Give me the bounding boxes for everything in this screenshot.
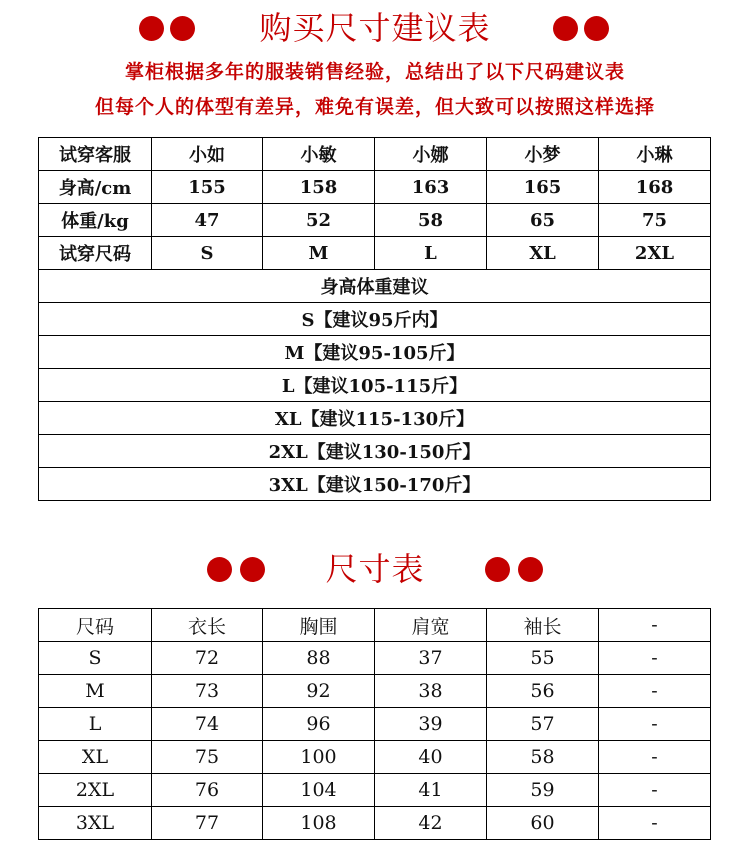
table-cell: 57 (487, 708, 599, 741)
fit-recommendation-table (38, 137, 711, 501)
table-row (39, 708, 711, 741)
table-cell: 小如 (152, 138, 263, 171)
purchase-size-heading (0, 2, 750, 54)
red-dot-icon (518, 557, 543, 582)
table-row (39, 138, 711, 171)
row-label: 试穿尺码 (39, 237, 152, 270)
table-cell: 小敏 (263, 138, 375, 171)
table-cell: 72 (152, 642, 263, 675)
table-cell: 88 (263, 642, 375, 675)
table-cell: 39 (375, 708, 487, 741)
column-header: - (599, 609, 711, 642)
page-title: 购买尺寸建议表 (259, 9, 491, 47)
row-label: 体重/kg (39, 204, 152, 237)
table-cell: 77 (152, 807, 263, 840)
recommendation-header: 身高体重建议 (39, 270, 711, 303)
table-cell: 165 (487, 171, 599, 204)
column-header: 袖长 (487, 609, 599, 642)
table-cell: 41 (375, 774, 487, 807)
table-cell: 小琳 (599, 138, 711, 171)
table-row (39, 204, 711, 237)
size-cell: 2XL (39, 774, 152, 807)
table-row (39, 468, 711, 501)
table-cell: 2XL (599, 237, 711, 270)
table-cell: 73 (152, 675, 263, 708)
table-row (39, 171, 711, 204)
table-cell: M (263, 237, 375, 270)
table-cell: 74 (152, 708, 263, 741)
recommendation-item: 3XL【建议150-170斤】 (39, 468, 711, 501)
table-cell: 47 (152, 204, 263, 237)
table-cell: - (599, 708, 711, 741)
size-chart-table (38, 608, 711, 840)
table-cell: 42 (375, 807, 487, 840)
table-row (39, 336, 711, 369)
size-cell: S (39, 642, 152, 675)
table-cell: - (599, 741, 711, 774)
size-cell: L (39, 708, 152, 741)
table-row (39, 774, 711, 807)
size-cell: XL (39, 741, 152, 774)
section-title: 尺寸表 (325, 550, 425, 588)
table-cell: 92 (263, 675, 375, 708)
table-cell: 163 (375, 171, 487, 204)
table-row (39, 675, 711, 708)
table-cell: 96 (263, 708, 375, 741)
table-cell: 59 (487, 774, 599, 807)
table-row (39, 237, 711, 270)
table-cell: 155 (152, 171, 263, 204)
table-cell: L (375, 237, 487, 270)
red-dot-icon (584, 16, 609, 41)
size-cell: M (39, 675, 152, 708)
row-label: 身高/cm (39, 171, 152, 204)
table-row (39, 807, 711, 840)
table-cell: 58 (375, 204, 487, 237)
table-cell: 100 (263, 741, 375, 774)
table-cell: 104 (263, 774, 375, 807)
table-row (39, 741, 711, 774)
red-dot-icon (553, 16, 578, 41)
table-cell: 37 (375, 642, 487, 675)
table-cell: - (599, 642, 711, 675)
table-row (39, 270, 711, 303)
table-cell: 158 (263, 171, 375, 204)
size-chart-heading (0, 544, 750, 596)
table-cell: 小娜 (375, 138, 487, 171)
table-header-row (39, 609, 711, 642)
table-cell: 76 (152, 774, 263, 807)
intro-line-2: 但每个人的体型有差异，难免有误差，但大致可以按照这样选择 (94, 96, 655, 118)
column-header: 尺码 (39, 609, 152, 642)
recommendation-item: M【建议95-105斤】 (39, 336, 711, 369)
table-cell: 小梦 (487, 138, 599, 171)
red-dot-icon (485, 557, 510, 582)
table-cell: S (152, 237, 263, 270)
table-cell: 168 (599, 171, 711, 204)
table-cell: XL (487, 237, 599, 270)
recommendation-item: 2XL【建议130-150斤】 (39, 435, 711, 468)
table-cell: 65 (487, 204, 599, 237)
table-row (39, 435, 711, 468)
row-label: 试穿客服 (39, 138, 152, 171)
recommendation-item: S【建议95斤内】 (39, 303, 711, 336)
table-cell: 56 (487, 675, 599, 708)
size-cell: 3XL (39, 807, 152, 840)
table-row (39, 369, 711, 402)
table-cell: 40 (375, 741, 487, 774)
column-header: 肩宽 (375, 609, 487, 642)
table-row (39, 642, 711, 675)
table-cell: 52 (263, 204, 375, 237)
recommendation-item: L【建议105-115斤】 (39, 369, 711, 402)
table-cell: 38 (375, 675, 487, 708)
table-cell: - (599, 807, 711, 840)
column-header: 衣长 (152, 609, 263, 642)
table-cell: 58 (487, 741, 599, 774)
column-header: 胸围 (263, 609, 375, 642)
table-cell: 75 (152, 741, 263, 774)
table-cell: - (599, 774, 711, 807)
recommendation-item: XL【建议115-130斤】 (39, 402, 711, 435)
table-row (39, 303, 711, 336)
table-cell: - (599, 675, 711, 708)
table-cell: 55 (487, 642, 599, 675)
table-row (39, 402, 711, 435)
table-cell: 75 (599, 204, 711, 237)
intro-line-1: 掌柜根据多年的服装销售经验，总结出了以下尺码建议表 (124, 61, 625, 83)
table-cell: 60 (487, 807, 599, 840)
table-cell: 108 (263, 807, 375, 840)
